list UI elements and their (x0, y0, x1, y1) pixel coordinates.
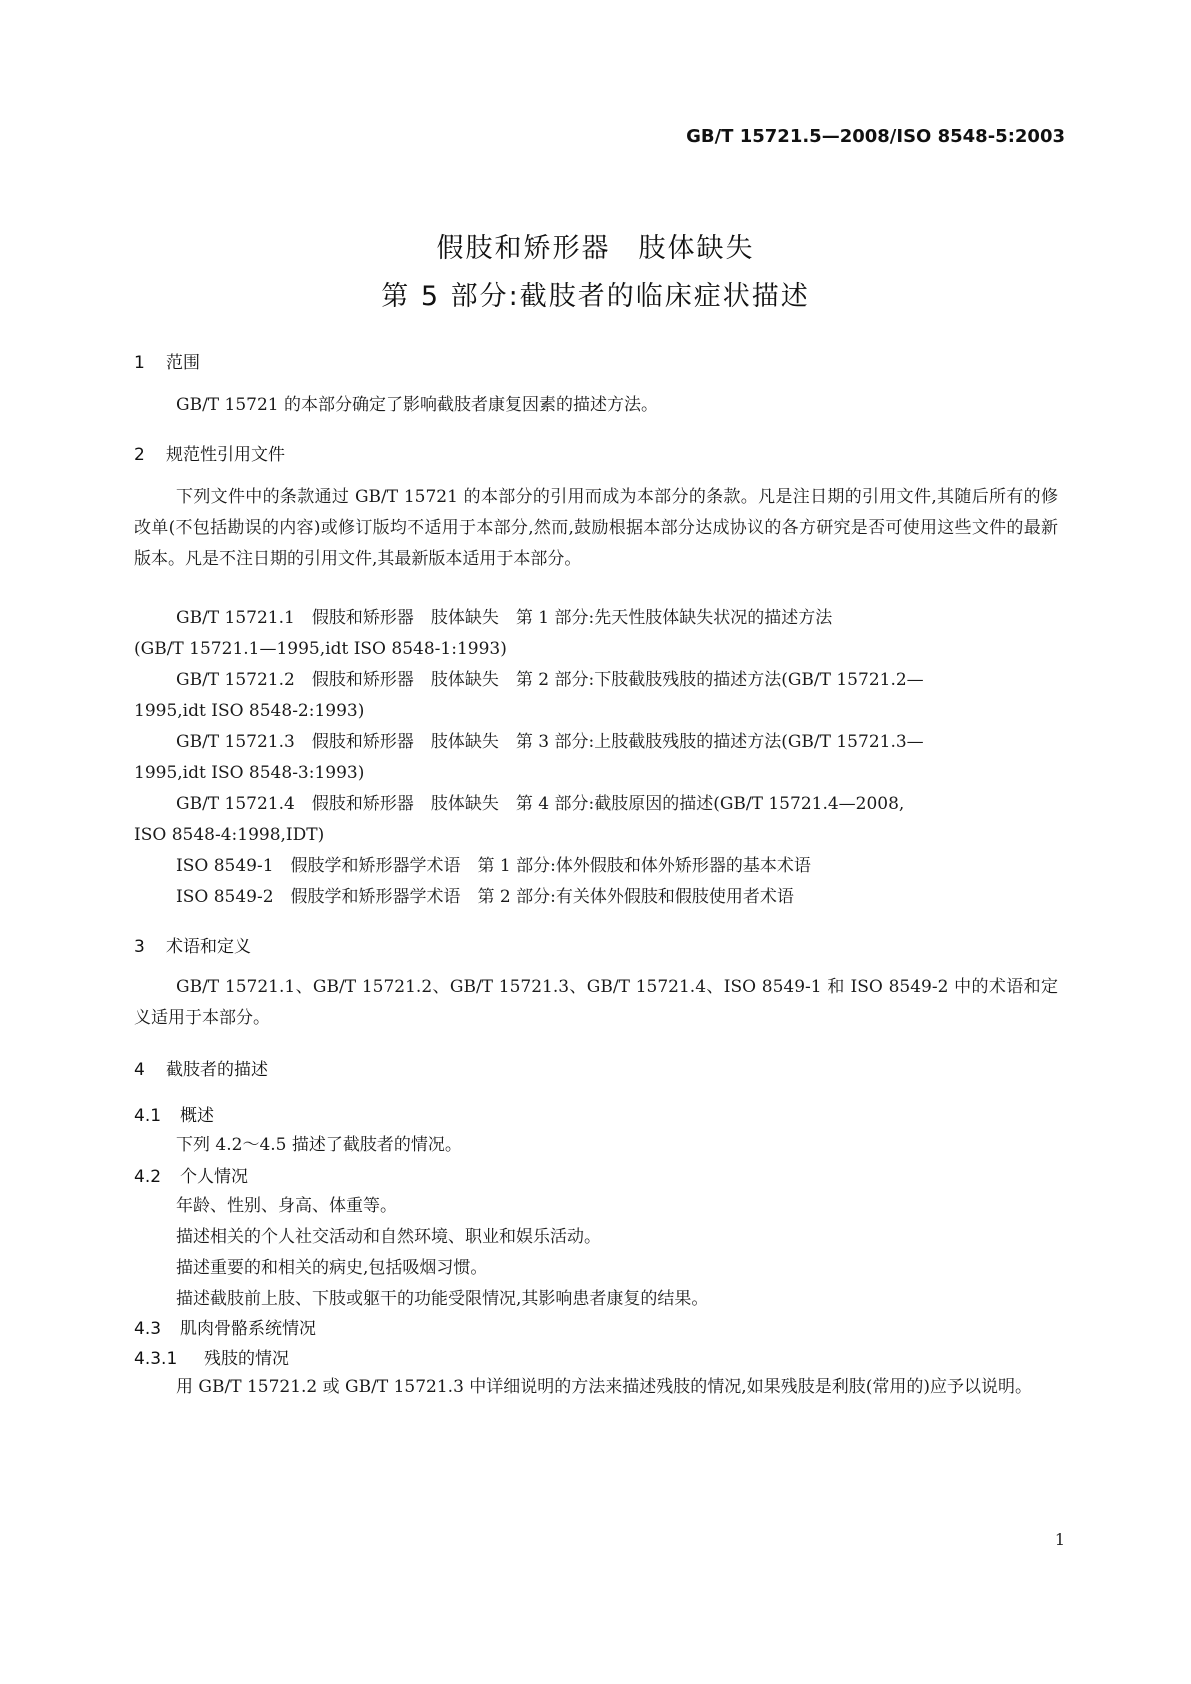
section-1-text: GB/T 15721 的本部分确定了影响截肢者康复因素的描述方法。 (176, 395, 659, 415)
section-title: 范围 (166, 353, 200, 373)
reference-item (134, 882, 1058, 913)
reference-line: ISO 8549-1 假肢学和矫形器学术语 第 1 部分:体外假肢和体外矫形器的基本术语 (176, 856, 811, 876)
section-number: 2 (134, 445, 145, 465)
document-title-line2: 第 5 部分:截肢者的临床症状描述 (381, 281, 810, 312)
reference-line: GB/T 15721.3 假肢和矫形器 肢体缺失 第 3 部分:上肢截肢残肢的描述方法(GB/T 15721.3— (176, 732, 924, 752)
reference-line: ISO 8548-4:1998,IDT) (134, 825, 325, 845)
reference-item (134, 727, 1058, 789)
reference-item (134, 603, 1058, 665)
reference-line: GB/T 15721.4 假肢和矫形器 肢体缺失 第 4 部分:截肢原因的描述(GB/T 15721.4—2008, (176, 794, 905, 814)
section-title: 规范性引用文件 (166, 445, 285, 465)
reference-line: GB/T 15721.2 假肢和矫形器 肢体缺失 第 2 部分:下肢截肢残肢的描述方法(GB/T 15721.2— (176, 670, 924, 690)
reference-line: ISO 8549-2 假肢学和矫形器学术语 第 2 部分:有关体外假肢和假肢使用者术语 (176, 887, 794, 907)
section-number: 3 (134, 937, 145, 957)
section-4-2-line: 描述相关的个人社交活动和自然环境、职业和娱乐活动。 (176, 1227, 601, 1247)
title-part-a: 假肢和矫形器 (436, 233, 611, 264)
section-title: 个人情况 (180, 1167, 248, 1187)
section-title: 概述 (180, 1106, 214, 1126)
section-number: 1 (134, 353, 145, 373)
section-2-heading (134, 440, 285, 465)
section-2-intro: 下列文件中的条款通过 GB/T 15721 的本部分的引用而成为本部分的条款。凡是注日期的引用文件,其随后所有的修改单(不包括勘误的内容)或修订版均不适用于本部分,然而,鼓励根据本部分达成协议的各方研究是否可使用这些文件的最新版本。凡是不注日期的引用文件,其最新版本适用于本部分。 (134, 487, 1058, 569)
section-4-1-text: 下列 4.2～4.5 描述了截肢者的情况。 (176, 1135, 462, 1155)
section-title: 肌肉骨骼系统情况 (180, 1319, 316, 1339)
reference-item (134, 789, 1058, 851)
section-number: 4 (134, 1060, 145, 1080)
reference-item (134, 665, 1058, 727)
section-4-3-1-text: 用 GB/T 15721.2 或 GB/T 15721.3 中详细说明的方法来描述残肢的情况,如果残肢是利肢(常用的)应予以说明。 (176, 1377, 1032, 1397)
section-title: 残肢的情况 (204, 1349, 289, 1369)
title-part-b: 肢体缺失 (638, 233, 755, 264)
page-number: 1 (1054, 1530, 1065, 1549)
section-4-2-line: 年龄、性别、身高、体重等。 (176, 1196, 397, 1216)
section-4-2-line: 描述截肢前上肢、下肢或躯干的功能受限情况,其影响患者康复的结果。 (176, 1289, 709, 1309)
section-number: 4.3 (134, 1319, 162, 1339)
section-3-text: GB/T 15721.1、GB/T 15721.2、GB/T 15721.3、GB/T 15721.4、ISO 8549-1 和 ISO 8549-2 中的术语和定义适用于本部分。 (134, 977, 1058, 1028)
section-number: 4.1 (134, 1106, 162, 1126)
section-4-3-heading (134, 1314, 316, 1339)
section-number: 4.3.1 (134, 1349, 178, 1369)
reference-line: (GB/T 15721.1—1995,idt ISO 8548-1:1993) (134, 639, 507, 659)
reference-item (134, 851, 1058, 882)
section-4-1-heading (134, 1101, 214, 1126)
document-title-line1 (0, 226, 1191, 265)
section-4-heading (134, 1055, 268, 1080)
reference-line: 1995,idt ISO 8548-2:1993) (134, 701, 365, 721)
section-4-2-line: 描述重要的和相关的病史,包括吸烟习惯。 (176, 1258, 488, 1278)
section-title: 术语和定义 (166, 937, 251, 957)
reference-line: GB/T 15721.1 假肢和矫形器 肢体缺失 第 1 部分:先天性肢体缺失状况的描述方法 (176, 608, 833, 628)
section-1-heading (134, 348, 200, 373)
standard-code: GB/T 15721.5—2008/ISO 8548-5:2003 (686, 126, 1065, 147)
section-3-heading (134, 932, 251, 957)
section-4-2-heading (134, 1162, 248, 1187)
section-number: 4.2 (134, 1167, 162, 1187)
reference-line: 1995,idt ISO 8548-3:1993) (134, 763, 365, 783)
section-title: 截肢者的描述 (166, 1060, 268, 1080)
section-4-3-1-heading (134, 1344, 289, 1369)
